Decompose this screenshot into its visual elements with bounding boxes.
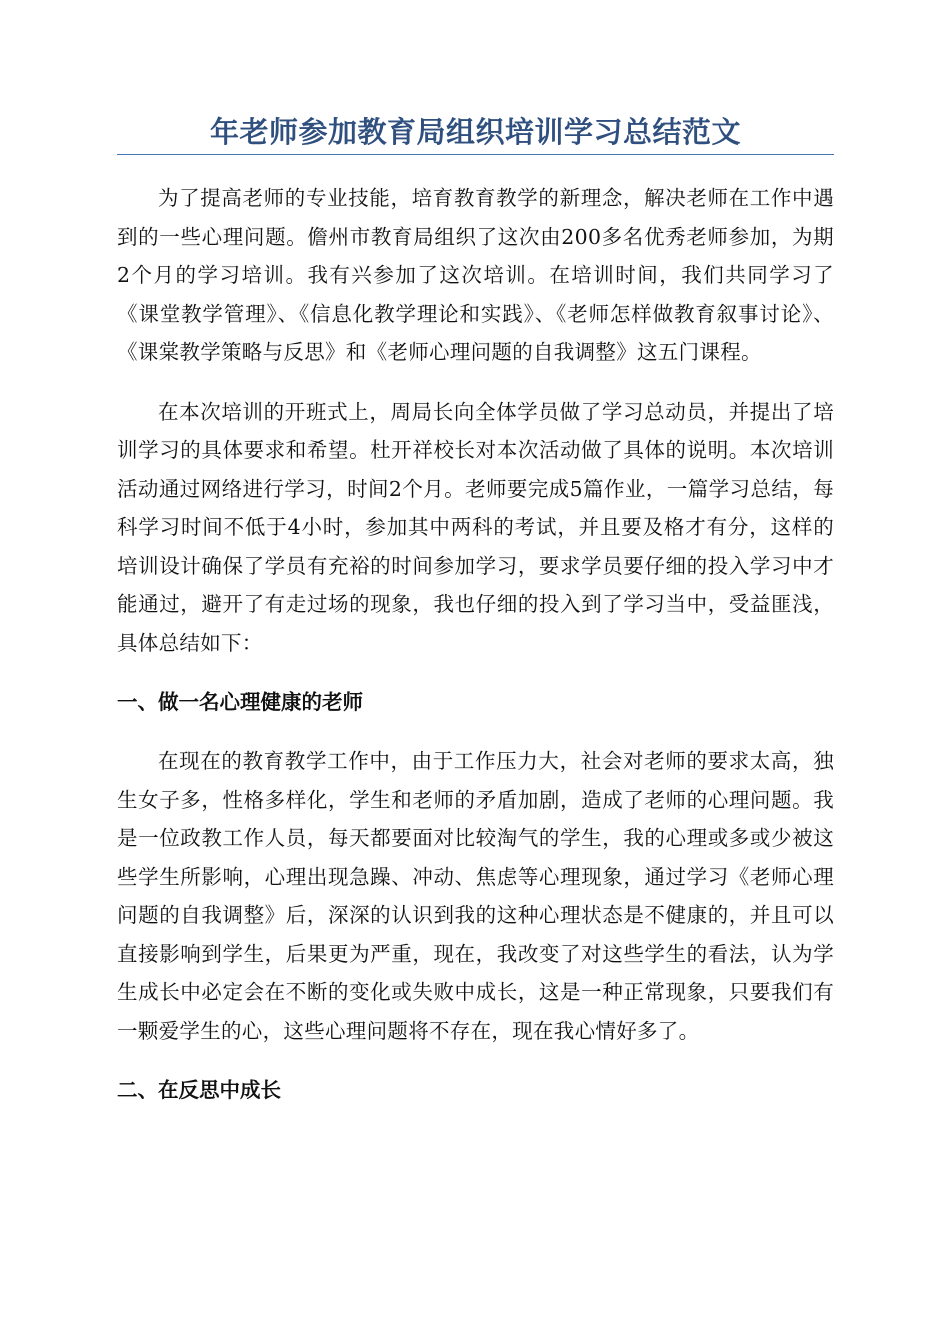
document-page: [117, 112, 834, 1130]
opening-ceremony-paragraph: 在本次培训的开班式上，周局长向全体学员做了学习总动员，并提出了培训学习的具体要求和希望。杜开祥校长对本次活动做了具体的说明。本次培训活动通过网络进行学习，时间2个月。老师要完成5篇作业，一篇学习总结，每科学习时间不低于4小时，参加其中两科的考试，并且要及格才有分，这样的培训设计确保了学员有充裕的时间参加学习，要求学员要仔细的投入学习中才能通过，避开了有走过场的现象，我也仔细的投入到了学习当中，受益匪浅，具体总结如下：: [117, 399, 834, 655]
section-1-heading: 一、做一名心理健康的老师: [117, 690, 363, 714]
intro-paragraph: 为了提高老师的专业技能，培育教育教学的新理念，解决老师在工作中遇到的一些心理问题。儋州市教育局组织了这次由200多名优秀老师参加，为期2个月的学习培训。我有兴参加了这次培训。在培训时间，我们共同学习了《课堂教学管理》、《信息化教学理论和实践》、《老师怎样做教育叙事讨论》、《课棠教学策略与反思》和《老师心理问题的自我调整》这五门课程。: [117, 186, 834, 364]
section-1-paragraph: 在现在的教育教学工作中，由于工作压力大，社会对老师的要求太高，独生女子多，性格多样化，学生和老师的矛盾加剧，造成了老师的心理问题。我是一位政教工作人员，每天都要面对比较淘气的学生，我的心理或多或少被这些学生所影响，心理出现急躁、冲动、焦虑等心理现象，通过学习《老师心理问题的自我调整》后，深深的认识到我的这种心理状态是不健康的，并且可以直接影响到学生，后果更为严重，现在，我改变了对这些学生的看法，认为学生成长中必定会在不断的变化或失败中成长，这是一种正常现象，只要我们有一颗爱学生的心，这些心理问题将不存在，现在我心情好多了。: [117, 749, 834, 1043]
title-underline: [117, 154, 834, 155]
document-title: 年老师参加教育局组织培训学习总结范文: [209, 115, 741, 149]
section-2-heading: 二、在反思中成长: [117, 1078, 281, 1102]
